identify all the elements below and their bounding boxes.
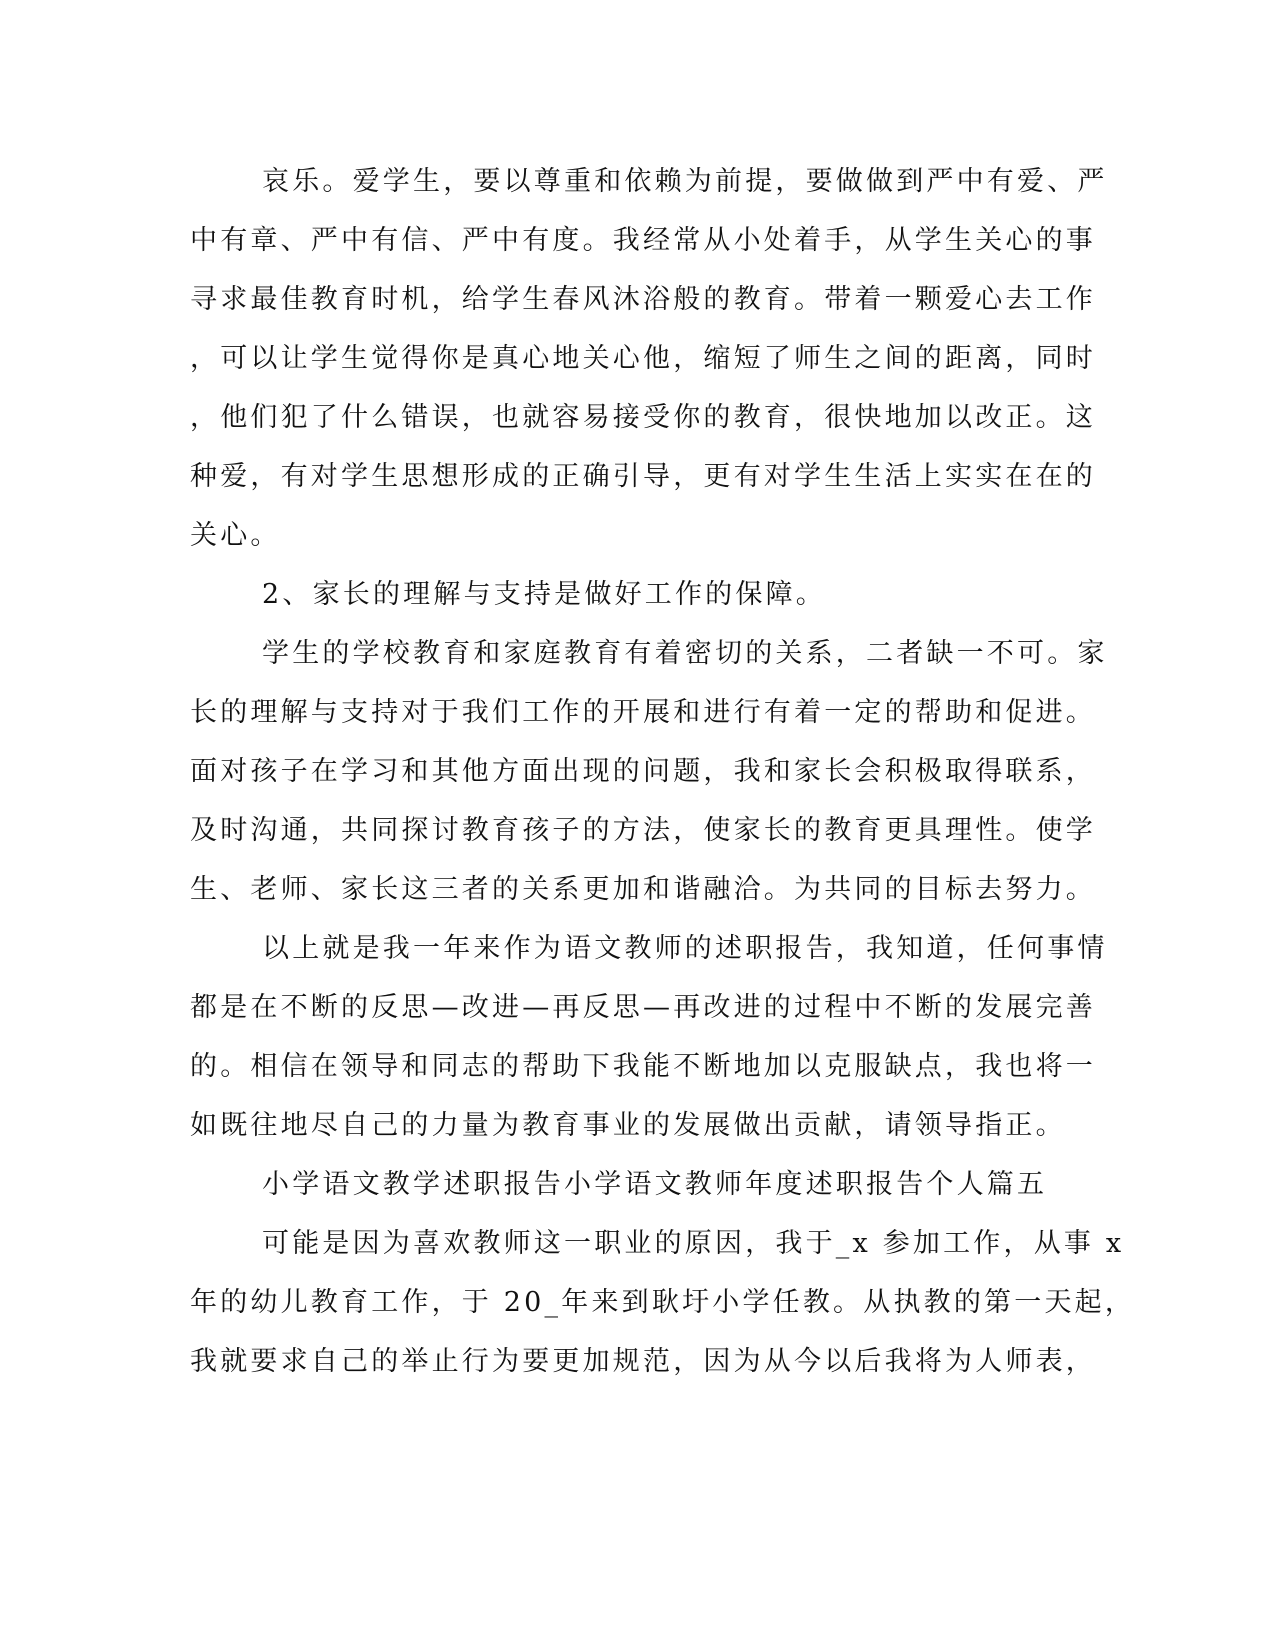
text-line: 学生的学校教育和家庭教育有着密切的关系，二者缺一不可。家 [262, 638, 1108, 669]
text-line: 生、老师、家长这三者的关系更加和谐融洽。为共同的目标去努力。 [190, 874, 1096, 905]
text-line: ，可以让学生觉得你是真心地关心他，缩短了师生之间的距离，同时 [190, 343, 1096, 374]
text-line: 哀乐。爱学生，要以尊重和依赖为前提，要做做到严中有爱、严 [262, 166, 1108, 197]
text-line: 以上就是我一年来作为语文教师的述职报告，我知道，任何事情 [262, 933, 1108, 964]
text-line: 种爱，有对学生思想形成的正确引导，更有对学生生活上实实在在的 [190, 461, 1096, 492]
text-line: 可能是因为喜欢教师这一职业的原因，我于_x 参加工作，从事 x [262, 1228, 1125, 1259]
text-line: 长的理解与支持对于我们工作的开展和进行有着一定的帮助和促进。 [190, 697, 1096, 728]
text-line: 的。相信在领导和同志的帮助下我能不断地加以克服缺点，我也将一 [190, 1051, 1096, 1082]
text-line: 关心。 [190, 520, 281, 551]
text-line: 都是在不断的反思—改进—再反思—再改进的过程中不断的发展完善 [190, 992, 1096, 1023]
text-line: 我就要求自己的举止行为要更加规范，因为从今以后我将为人师表， [190, 1346, 1096, 1377]
text-line: 及时沟通，共同探讨教育孩子的方法，使家长的教育更具理性。使学 [190, 815, 1096, 846]
section-heading: 2、家长的理解与支持是做好工作的保障。 [262, 579, 826, 610]
text-line: ，他们犯了什么错误，也就容易接受你的教育，很快地加以改正。这 [190, 402, 1096, 433]
text-line: 年的幼儿教育工作，于 20_年来到耿圩小学任教。从执教的第一天起， [190, 1287, 1136, 1318]
section-title: 小学语文教学述职报告小学语文教师年度述职报告个人篇五 [262, 1169, 1048, 1200]
text-line: 如既往地尽自己的力量为教育事业的发展做出贡献，请领导指正。 [190, 1110, 1066, 1141]
text-line: 寻求最佳教育时机，给学生春风沐浴般的教育。带着一颗爱心去工作 [190, 284, 1096, 315]
text-line: 面对孩子在学习和其他方面出现的问题，我和家长会积极取得联系， [190, 756, 1096, 787]
text-line: 中有章、严中有信、严中有度。我经常从小处着手，从学生关心的事 [190, 225, 1096, 256]
